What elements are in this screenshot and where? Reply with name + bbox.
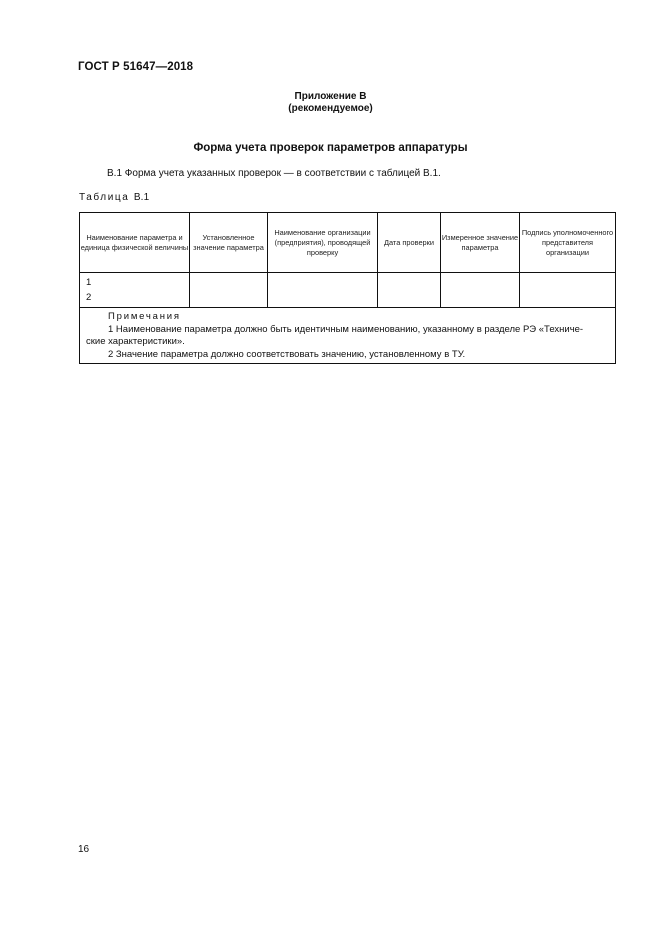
table-caption-label: Таблица — [79, 192, 130, 203]
appendix-subtitle: (рекомендуемое) — [288, 103, 373, 114]
row-numbers-cell — [80, 273, 190, 308]
page-number: 16 — [78, 844, 90, 855]
header-signature: Подпись уполномоченного представителя организации — [520, 213, 616, 273]
verification-form-table — [79, 212, 616, 364]
note-item: 2 Значение параметра должно соответствовать значению, установленному в ТУ. — [108, 348, 466, 360]
row-number: 1 — [86, 277, 92, 288]
header-check-date: Дата проверки — [378, 213, 441, 273]
table-row — [80, 273, 616, 308]
intro-paragraph: В.1 Форма учета указанных проверок — в соответствии с таблицей В.1. — [107, 168, 441, 179]
table-caption-number: В.1 — [133, 192, 150, 203]
note-item-continuation: ские характеристики». — [86, 336, 185, 347]
measured-value-cell — [441, 273, 520, 308]
appendix-title: Приложение В — [294, 91, 367, 102]
organization-cell — [268, 273, 378, 308]
set-value-cell — [190, 273, 268, 308]
note-item: 1 Наименование параметра должно быть идентичным наименованию, указанному в разделе РЭ «Техниче- — [108, 323, 584, 335]
header-set-value: Установленное значение параметра — [190, 213, 268, 273]
document-code: ГОСТ Р 51647—2018 — [78, 61, 194, 73]
check-date-cell — [378, 273, 441, 308]
notes-row — [80, 308, 616, 364]
notes-title: Примечания — [108, 311, 181, 322]
header-measured-value: Измеренное значение параметра — [441, 213, 520, 273]
row-number: 2 — [86, 292, 92, 303]
table-header-row — [80, 213, 616, 273]
form-title: Форма учета проверок параметров аппаратуры — [193, 142, 468, 154]
header-organization: Наименование организации (предприятия), проводящей проверку — [268, 213, 378, 273]
header-parameter-name: Наименование параметра и единица физической величины — [80, 213, 190, 273]
signature-cell — [520, 273, 616, 308]
table-caption — [79, 192, 149, 203]
notes-cell — [80, 308, 616, 364]
